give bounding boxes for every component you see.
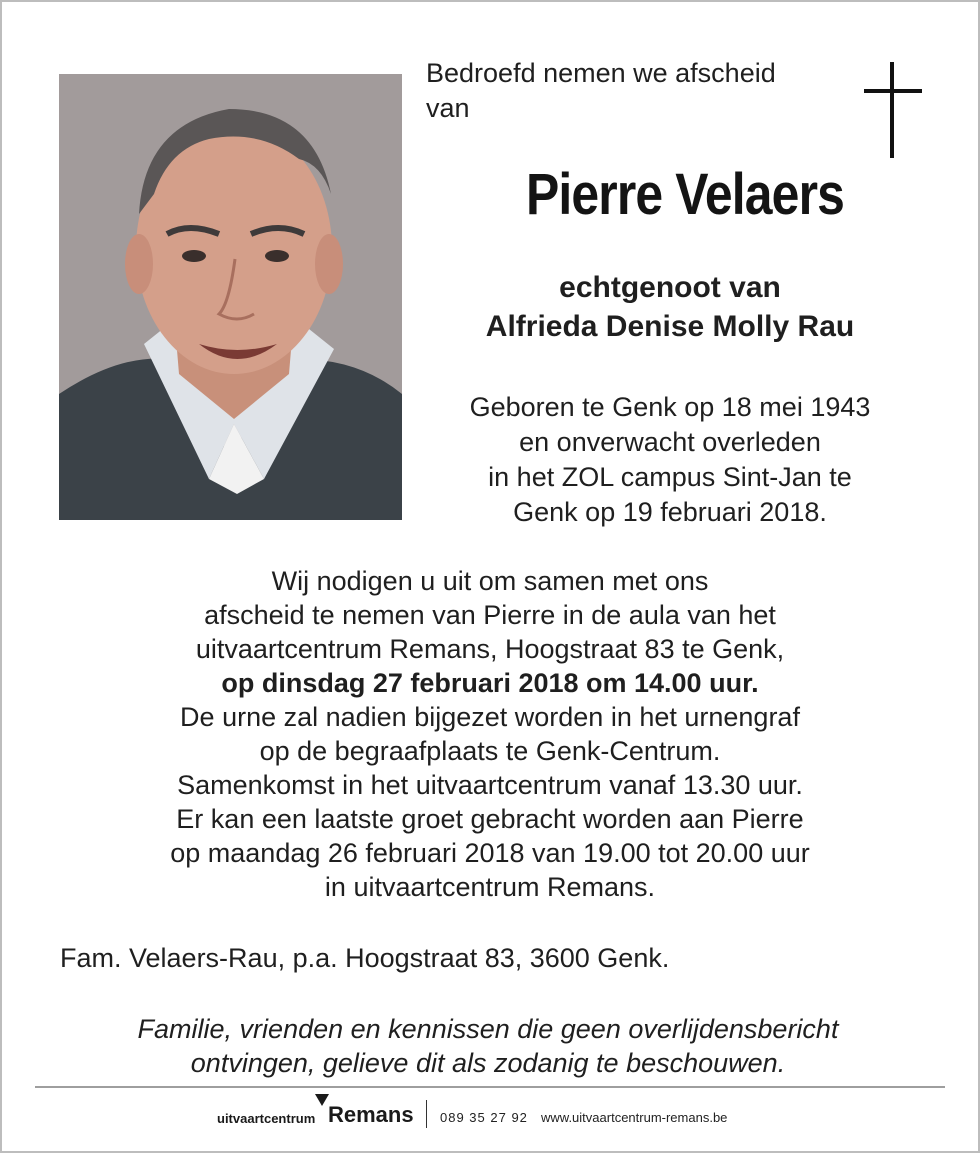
invitation-line: uitvaartcentrum Remans, Hoogstraat 83 te Genk,	[195, 634, 785, 664]
spouse-block	[430, 268, 910, 346]
brand-logo-text: Remans	[328, 1102, 414, 1127]
invitation-line: Er kan een laatste groet gebracht worden aan Pierre	[176, 804, 804, 834]
closing-note-line: Familie, vrienden en kennissen die geen overlijdensbericht	[137, 1014, 839, 1044]
portrait-photo	[59, 74, 402, 520]
invitation-line: afscheid te nemen van Pierre in de aula van het	[204, 600, 776, 630]
footer-website: www.uitvaartcentrum-remans.be	[541, 1110, 728, 1125]
intro-line: Bedroefd nemen we afscheid	[426, 58, 776, 88]
closing-note	[0, 1012, 976, 1080]
deceased-name: Pierre Velaers	[525, 162, 845, 227]
closing-note-line: ontvingen, gelieve dit als zodanig te beschouwen.	[190, 1048, 786, 1078]
birth-death-line: Geboren te Genk op 18 mei 1943	[469, 392, 871, 422]
birth-death-block	[410, 390, 930, 530]
footer	[0, 1100, 980, 1134]
invitation-line: Samenkomst in het uitvaartcentrum vanaf 13.30 uur.	[177, 770, 803, 800]
invitation-line: in uitvaartcentrum Remans.	[324, 872, 656, 902]
birth-death-line: en onverwacht overleden	[519, 427, 821, 457]
ceremony-date: op dinsdag 27 februari 2018 om 14.00 uur.	[221, 668, 759, 698]
spouse-line: echtgenoot van	[559, 271, 781, 304]
invitation-block	[0, 564, 980, 904]
birth-death-line: in het ZOL campus Sint-Jan te	[488, 462, 852, 492]
cross-icon	[864, 62, 922, 158]
intro-text	[426, 56, 846, 126]
family-address: Fam. Velaers-Rau, p.a. Hoogstraat 83, 3600 Genk.	[60, 943, 670, 973]
invitation-line: op maandag 26 februari 2018 van 19.00 tot 20.00 uur	[170, 838, 810, 868]
spouse-name: Alfrieda Denise Molly Rau	[485, 310, 855, 343]
invitation-line: Wij nodigen u uit om samen met ons	[271, 566, 709, 596]
brand-small: uitvaartcentrum	[217, 1111, 316, 1126]
footer-phone: 089 35 27 92	[440, 1110, 528, 1125]
intro-line: van	[426, 93, 470, 123]
footer-divider	[35, 1086, 945, 1088]
invitation-line: De urne zal nadien bijgezet worden in het urnengraf	[180, 702, 800, 732]
birth-death-line: Genk op 19 februari 2018.	[513, 497, 827, 527]
invitation-line: op de begraafplaats te Genk-Centrum.	[259, 736, 721, 766]
footer-separator	[426, 1100, 427, 1128]
